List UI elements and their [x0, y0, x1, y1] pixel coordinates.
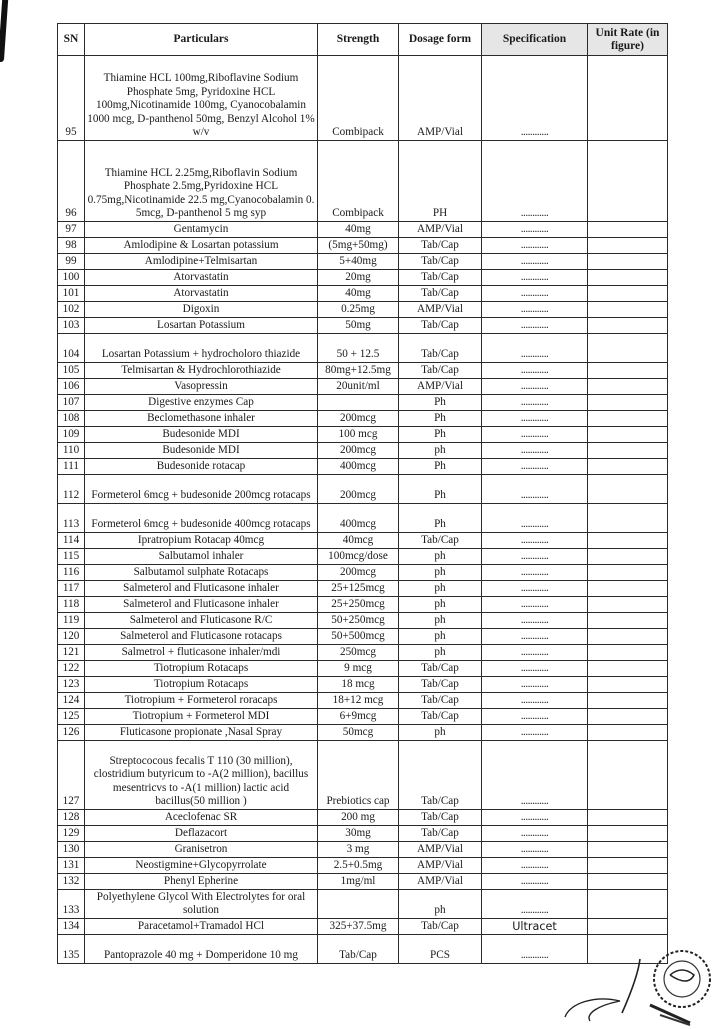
table-row	[58, 270, 668, 286]
unit-rate-cell	[588, 254, 668, 270]
dosage-form-cell: Tab/Cap	[399, 533, 482, 549]
table-row	[58, 645, 668, 661]
specification-cell: ............	[482, 810, 588, 826]
unit-rate-cell	[588, 443, 668, 459]
dosage-form-cell: Tab/Cap	[399, 334, 482, 363]
dosage-form-cell: Ph	[399, 459, 482, 475]
unit-rate-cell	[588, 427, 668, 443]
unit-rate-cell	[588, 629, 668, 645]
table-row	[58, 302, 668, 318]
strength-cell: 200 mg	[318, 810, 399, 826]
unit-rate-cell	[588, 222, 668, 238]
dosage-form-cell: Tab/Cap	[399, 254, 482, 270]
table-row	[58, 677, 668, 693]
particulars-cell: Telmisartan & Hydrochlorothiazide	[85, 363, 318, 379]
particulars-cell: Salmeterol and Fluticasone inhaler	[85, 581, 318, 597]
particulars-cell: Tiotropium + Formeterol roracaps	[85, 693, 318, 709]
specification-cell: ............	[482, 693, 588, 709]
table-row	[58, 238, 668, 254]
particulars-cell: Granisetron	[85, 842, 318, 858]
sn-cell: 125	[58, 709, 85, 725]
sn-cell: 133	[58, 890, 85, 919]
sn-cell: 117	[58, 581, 85, 597]
particulars-cell: Atorvastatin	[85, 286, 318, 302]
sn-cell: 118	[58, 597, 85, 613]
unit-rate-cell	[588, 334, 668, 363]
table-row	[58, 443, 668, 459]
strength-cell: 9 mcg	[318, 661, 399, 677]
unit-rate-cell	[588, 741, 668, 810]
sn-cell: 112	[58, 475, 85, 504]
table-row	[58, 395, 668, 411]
strength-cell: 25+125mcg	[318, 581, 399, 597]
dosage-form-cell: AMP/Vial	[399, 379, 482, 395]
sn-cell: 104	[58, 334, 85, 363]
strength-cell: 20unit/ml	[318, 379, 399, 395]
dosage-form-cell: Ph	[399, 475, 482, 504]
specification-cell: ............	[482, 826, 588, 842]
particulars-cell: Budesonide rotacap	[85, 459, 318, 475]
sn-cell: 126	[58, 725, 85, 741]
strength-cell: Prebiotics cap	[318, 741, 399, 810]
strength-cell: Tab/Cap	[318, 935, 399, 964]
strength-cell: 40mcg	[318, 533, 399, 549]
table-row	[58, 475, 668, 504]
header-strength: Strength	[318, 24, 399, 56]
sn-cell: 111	[58, 459, 85, 475]
table-row	[58, 919, 668, 935]
strength-cell: 400mcg	[318, 504, 399, 533]
unit-rate-cell	[588, 459, 668, 475]
particulars-cell: Tiotropium + Formeterol MDI	[85, 709, 318, 725]
strength-cell: Combipack	[318, 56, 399, 141]
specification-cell: ............	[482, 363, 588, 379]
particulars-cell: Salmeterol and Fluticasone inhaler	[85, 597, 318, 613]
dosage-form-cell: PH	[399, 141, 482, 222]
table-body	[58, 56, 668, 964]
table-row	[58, 629, 668, 645]
sn-cell: 121	[58, 645, 85, 661]
specification-cell: ............	[482, 597, 588, 613]
sn-cell: 123	[58, 677, 85, 693]
sn-cell: 105	[58, 363, 85, 379]
table-row	[58, 597, 668, 613]
strength-cell: 250mcg	[318, 645, 399, 661]
specification-cell: ............	[482, 379, 588, 395]
unit-rate-cell	[588, 379, 668, 395]
dosage-form-cell: Tab/Cap	[399, 810, 482, 826]
sn-cell: 108	[58, 411, 85, 427]
dosage-form-cell: Tab/Cap	[399, 693, 482, 709]
particulars-cell: Aceclofenac SR	[85, 810, 318, 826]
specification-cell: ............	[482, 395, 588, 411]
dosage-form-cell: Tab/Cap	[399, 363, 482, 379]
particulars-cell: Vasopressin	[85, 379, 318, 395]
sn-cell: 110	[58, 443, 85, 459]
strength-cell: 5+40mg	[318, 254, 399, 270]
particulars-cell: Beclomethasone inhaler	[85, 411, 318, 427]
specification-cell: ............	[482, 56, 588, 141]
specification-cell: ............	[482, 581, 588, 597]
unit-rate-cell	[588, 693, 668, 709]
table-row	[58, 565, 668, 581]
particulars-cell: Amlodipine & Losartan potassium	[85, 238, 318, 254]
strength-cell	[318, 395, 399, 411]
dosage-form-cell: ph	[399, 629, 482, 645]
specification-cell: ............	[482, 661, 588, 677]
unit-rate-cell	[588, 725, 668, 741]
sn-cell: 113	[58, 504, 85, 533]
strength-cell: 3 mg	[318, 842, 399, 858]
particulars-cell: Gentamycin	[85, 222, 318, 238]
scan-edge-mark	[0, 0, 8, 62]
table-row	[58, 533, 668, 549]
specification-cell: ............	[482, 411, 588, 427]
header-sn: SN	[58, 24, 85, 56]
header-unit-rate: Unit Rate (in figure)	[588, 24, 668, 56]
specification-cell: ............	[482, 613, 588, 629]
strength-cell: 40mg	[318, 286, 399, 302]
dosage-form-cell: ph	[399, 597, 482, 613]
unit-rate-cell	[588, 504, 668, 533]
unit-rate-cell	[588, 395, 668, 411]
table-row	[58, 581, 668, 597]
particulars-cell: Digestive enzymes Cap	[85, 395, 318, 411]
dosage-form-cell: Tab/Cap	[399, 709, 482, 725]
particulars-cell: Deflazacort	[85, 826, 318, 842]
specification-cell: ............	[482, 318, 588, 334]
particulars-cell: Salbutamol inhaler	[85, 549, 318, 565]
table-row	[58, 890, 668, 919]
particulars-cell: Tiotropium Rotacaps	[85, 677, 318, 693]
table-row	[58, 549, 668, 565]
particulars-cell: Paracetamol+Tramadol HCl	[85, 919, 318, 935]
dosage-form-cell: Tab/Cap	[399, 826, 482, 842]
unit-rate-cell	[588, 709, 668, 725]
strength-cell: 400mcg	[318, 459, 399, 475]
particulars-cell: Polyethylene Glycol With Electrolytes for oral solution	[85, 890, 318, 919]
specification-cell: ............	[482, 286, 588, 302]
strength-cell: 50+250mcg	[318, 613, 399, 629]
unit-rate-cell	[588, 858, 668, 874]
strength-cell: 50mg	[318, 318, 399, 334]
sn-cell: 124	[58, 693, 85, 709]
header-dosage-form: Dosage form	[399, 24, 482, 56]
dosage-form-cell: ph	[399, 565, 482, 581]
header-particulars: Particulars	[85, 24, 318, 56]
drug-items-table	[57, 23, 668, 964]
dosage-form-cell: Ph	[399, 504, 482, 533]
strength-cell: 40mg	[318, 222, 399, 238]
unit-rate-cell	[588, 318, 668, 334]
particulars-cell: Formeterol 6mcg + budesonide 400mcg rotacaps	[85, 504, 318, 533]
sn-cell: 127	[58, 741, 85, 810]
dosage-form-cell: ph	[399, 549, 482, 565]
unit-rate-cell	[588, 302, 668, 318]
strength-cell: Combipack	[318, 141, 399, 222]
dosage-form-cell: Tab/Cap	[399, 238, 482, 254]
strength-cell: 325+37.5mg	[318, 919, 399, 935]
strength-cell: 100mcg/dose	[318, 549, 399, 565]
sn-cell: 102	[58, 302, 85, 318]
dosage-form-cell: AMP/Vial	[399, 842, 482, 858]
unit-rate-cell	[588, 581, 668, 597]
specification-cell: ............	[482, 533, 588, 549]
unit-rate-cell	[588, 661, 668, 677]
strength-cell: 20mg	[318, 270, 399, 286]
strength-cell: 50+500mcg	[318, 629, 399, 645]
table-row	[58, 334, 668, 363]
dosage-form-cell: Tab/Cap	[399, 661, 482, 677]
table-row	[58, 318, 668, 334]
particulars-cell: Salmetrol + fluticasone inhaler/mdi	[85, 645, 318, 661]
table-row	[58, 254, 668, 270]
dosage-form-cell: ph	[399, 725, 482, 741]
dosage-form-cell: Ph	[399, 395, 482, 411]
specification-cell: ............	[482, 858, 588, 874]
strength-cell: (5mg+50mg)	[318, 238, 399, 254]
specification-cell: ............	[482, 890, 588, 919]
sn-cell: 109	[58, 427, 85, 443]
sn-cell: 101	[58, 286, 85, 302]
table-row	[58, 693, 668, 709]
table-row	[58, 286, 668, 302]
unit-rate-cell	[588, 613, 668, 629]
dosage-form-cell: Tab/Cap	[399, 741, 482, 810]
dosage-form-cell: Tab/Cap	[399, 286, 482, 302]
dosage-form-cell: AMP/Vial	[399, 874, 482, 890]
dosage-form-cell: Tab/Cap	[399, 919, 482, 935]
official-seal-stamp	[630, 945, 714, 1029]
sn-cell: 114	[58, 533, 85, 549]
unit-rate-cell	[588, 597, 668, 613]
table-row	[58, 826, 668, 842]
particulars-cell: Atorvastatin	[85, 270, 318, 286]
dosage-form-cell: AMP/Vial	[399, 222, 482, 238]
table-row	[58, 427, 668, 443]
table-row	[58, 363, 668, 379]
particulars-cell: Losartan Potassium	[85, 318, 318, 334]
unit-rate-cell	[588, 890, 668, 919]
specification-cell: ............	[482, 549, 588, 565]
unit-rate-cell	[588, 810, 668, 826]
specification-cell: ............	[482, 141, 588, 222]
strength-cell: 6+9mcg	[318, 709, 399, 725]
table-row	[58, 141, 668, 222]
specification-cell: ............	[482, 645, 588, 661]
strength-cell: 25+250mcg	[318, 597, 399, 613]
sn-cell: 97	[58, 222, 85, 238]
particulars-cell: Ipratropium Rotacap 40mcg	[85, 533, 318, 549]
specification-cell: ............	[482, 222, 588, 238]
unit-rate-cell	[588, 549, 668, 565]
unit-rate-cell	[588, 363, 668, 379]
dosage-form-cell: AMP/Vial	[399, 56, 482, 141]
table-row	[58, 725, 668, 741]
strength-cell: 1mg/ml	[318, 874, 399, 890]
strength-cell: 200mcg	[318, 411, 399, 427]
particulars-cell: Amlodipine+Telmisartan	[85, 254, 318, 270]
table-row	[58, 741, 668, 810]
specification-cell: ............	[482, 475, 588, 504]
sn-cell: 116	[58, 565, 85, 581]
specification-cell: ............	[482, 741, 588, 810]
specification-cell: Ultracet	[482, 919, 588, 935]
table-row	[58, 411, 668, 427]
unit-rate-cell	[588, 533, 668, 549]
particulars-cell: Thiamine HCL 2.25mg,Riboflavin Sodium Phosphate 2.5mg,Pyridoxine HCL 0.75mg,Nicotinamide 22.5 mg,Cyanocobalamin 0. 5mcg, D-panthenol 5 mg syp	[85, 141, 318, 222]
particulars-cell: Salbutamol sulphate Rotacaps	[85, 565, 318, 581]
specification-cell: ............	[482, 427, 588, 443]
specification-cell: ............	[482, 935, 588, 964]
specification-cell: ............	[482, 238, 588, 254]
price-schedule-sheet	[57, 23, 667, 964]
particulars-cell: Digoxin	[85, 302, 318, 318]
particulars-cell: Budesonide MDI	[85, 443, 318, 459]
sn-cell: 135	[58, 935, 85, 964]
unit-rate-cell	[588, 56, 668, 141]
unit-rate-cell	[588, 919, 668, 935]
particulars-cell: Losartan Potassium + hydrocholoro thiazide	[85, 334, 318, 363]
sn-cell: 106	[58, 379, 85, 395]
strength-cell: 200mcg	[318, 565, 399, 581]
specification-cell: ............	[482, 459, 588, 475]
unit-rate-cell	[588, 826, 668, 842]
table-row	[58, 858, 668, 874]
table-row	[58, 842, 668, 858]
particulars-cell: Streptococous fecalis T 110 (30 million), clostridium butyricum to -A(2 million), bacillus mesentricvs to -A(1 million) lactic acid bacillus(50 million )	[85, 741, 318, 810]
strength-cell: 30mg	[318, 826, 399, 842]
strength-cell: 50 + 12.5	[318, 334, 399, 363]
dosage-form-cell: Tab/Cap	[399, 318, 482, 334]
dosage-form-cell: Tab/Cap	[399, 677, 482, 693]
strength-cell: 200mcg	[318, 443, 399, 459]
header-specification: Specification	[482, 24, 588, 56]
strength-cell: 18 mcg	[318, 677, 399, 693]
sn-cell: 130	[58, 842, 85, 858]
particulars-cell: Neostigmine+Glycopyrrolate	[85, 858, 318, 874]
sn-cell: 120	[58, 629, 85, 645]
unit-rate-cell	[588, 141, 668, 222]
sn-cell: 115	[58, 549, 85, 565]
dosage-form-cell: ph	[399, 613, 482, 629]
table-row	[58, 810, 668, 826]
unit-rate-cell	[588, 475, 668, 504]
particulars-cell: Salmeterol and Fluticasone rotacaps	[85, 629, 318, 645]
table-row	[58, 222, 668, 238]
sn-cell: 134	[58, 919, 85, 935]
specification-cell: ............	[482, 270, 588, 286]
dosage-form-cell: AMP/Vial	[399, 858, 482, 874]
sn-cell: 122	[58, 661, 85, 677]
particulars-cell: Budesonide MDI	[85, 427, 318, 443]
strength-cell: 200mcg	[318, 475, 399, 504]
strength-cell: 100 mcg	[318, 427, 399, 443]
table-header-row	[58, 24, 668, 56]
specification-cell: ............	[482, 302, 588, 318]
sn-cell: 98	[58, 238, 85, 254]
particulars-cell: Thiamine HCL 100mg,Riboflavine Sodium Phosphate 5mg, Pyridoxine HCL 100mg,Nicotinamide 100mg, Cyanocobalamin 1000 mcg, D-panthenol 50mg, Benzyl Alcohol 1% w/v	[85, 56, 318, 141]
table-row	[58, 56, 668, 141]
specification-cell: ............	[482, 443, 588, 459]
strength-cell: 2.5+0.5mg	[318, 858, 399, 874]
unit-rate-cell	[588, 565, 668, 581]
specification-cell: ............	[482, 677, 588, 693]
strength-cell: 50mcg	[318, 725, 399, 741]
sn-cell: 95	[58, 56, 85, 141]
unit-rate-cell	[588, 677, 668, 693]
dosage-form-cell: AMP/Vial	[399, 302, 482, 318]
specification-cell: ............	[482, 629, 588, 645]
sn-cell: 99	[58, 254, 85, 270]
strength-cell: 80mg+12.5mg	[318, 363, 399, 379]
dosage-form-cell: ph	[399, 645, 482, 661]
table-row	[58, 379, 668, 395]
sn-cell: 128	[58, 810, 85, 826]
particulars-cell: Salmeterol and Fluticasone R/C	[85, 613, 318, 629]
sn-cell: 129	[58, 826, 85, 842]
table-row	[58, 661, 668, 677]
dosage-form-cell: PCS	[399, 935, 482, 964]
dosage-form-cell: Ph	[399, 411, 482, 427]
strength-cell: 0.25mg	[318, 302, 399, 318]
specification-cell: ............	[482, 565, 588, 581]
unit-rate-cell	[588, 270, 668, 286]
table-row	[58, 459, 668, 475]
dosage-form-cell: ph	[399, 581, 482, 597]
sn-cell: 100	[58, 270, 85, 286]
specification-cell: ............	[482, 504, 588, 533]
unit-rate-cell	[588, 874, 668, 890]
specification-cell: ............	[482, 725, 588, 741]
particulars-cell: Fluticasone propionate ,Nasal Spray	[85, 725, 318, 741]
sn-cell: 103	[58, 318, 85, 334]
particulars-cell: Tiotropium Rotacaps	[85, 661, 318, 677]
unit-rate-cell	[588, 411, 668, 427]
dosage-form-cell: Tab/Cap	[399, 270, 482, 286]
strength-cell: 18+12 mcg	[318, 693, 399, 709]
particulars-cell: Phenyl Epherine	[85, 874, 318, 890]
particulars-cell: Pantoprazole 40 mg + Domperidone 10 mg	[85, 935, 318, 964]
dosage-form-cell: ph	[399, 890, 482, 919]
table-row	[58, 709, 668, 725]
unit-rate-cell	[588, 286, 668, 302]
sn-cell: 132	[58, 874, 85, 890]
sn-cell: 107	[58, 395, 85, 411]
table-row	[58, 504, 668, 533]
sn-cell: 131	[58, 858, 85, 874]
dosage-form-cell: Ph	[399, 427, 482, 443]
specification-cell: ............	[482, 334, 588, 363]
dosage-form-cell: ph	[399, 443, 482, 459]
sn-cell: 119	[58, 613, 85, 629]
specification-cell: ............	[482, 709, 588, 725]
unit-rate-cell	[588, 842, 668, 858]
specification-cell: ............	[482, 874, 588, 890]
specification-cell: ............	[482, 842, 588, 858]
particulars-cell: Formeterol 6mcg + budesonide 200mcg rotacaps	[85, 475, 318, 504]
unit-rate-cell	[588, 238, 668, 254]
specification-cell: ............	[482, 254, 588, 270]
unit-rate-cell	[588, 645, 668, 661]
table-row	[58, 874, 668, 890]
strength-cell	[318, 890, 399, 919]
sn-cell: 96	[58, 141, 85, 222]
table-row	[58, 613, 668, 629]
